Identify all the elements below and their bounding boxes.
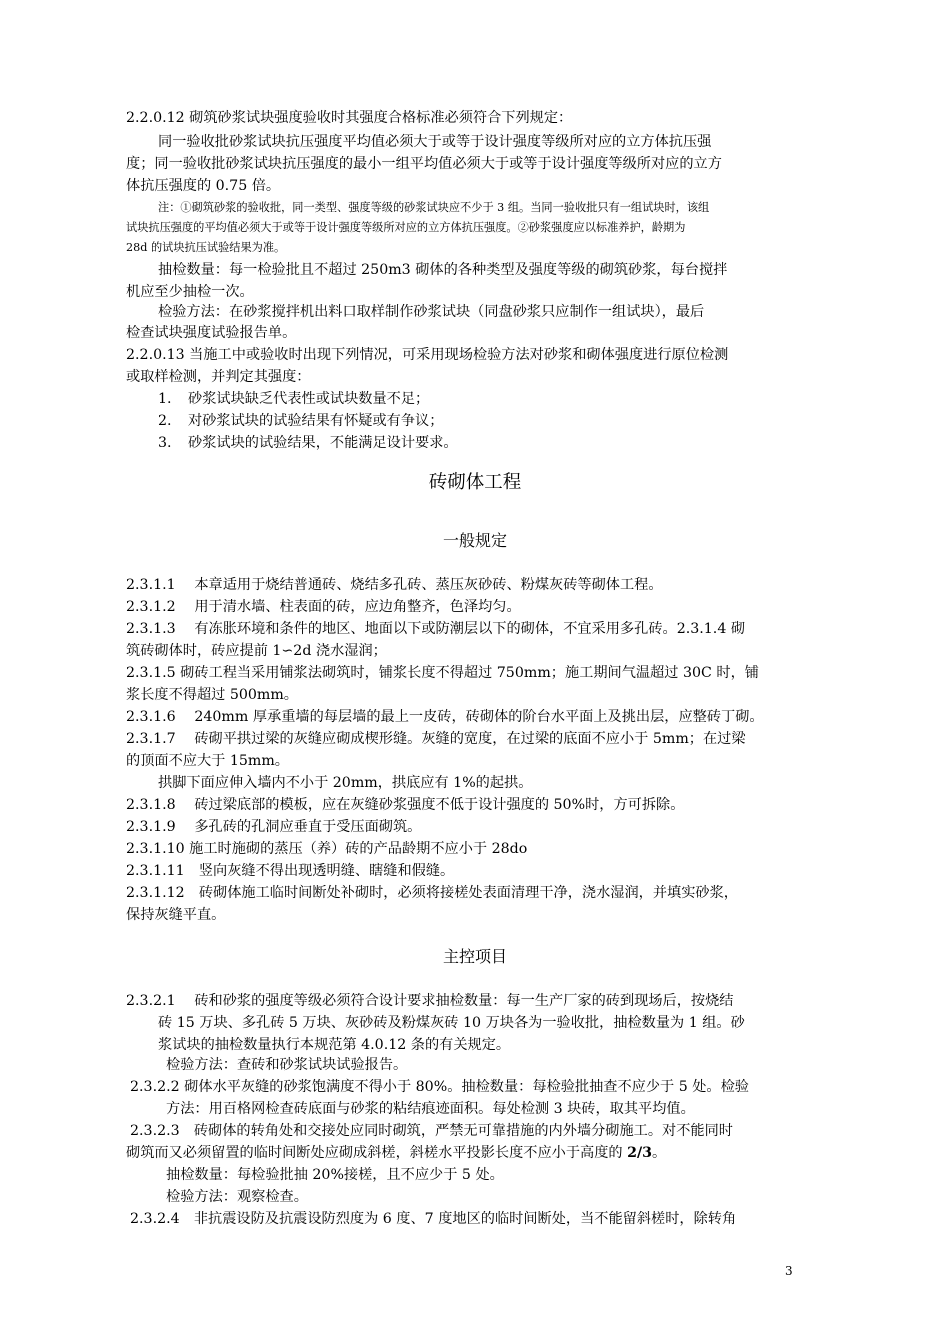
list-text: 砂浆试块的试验结果，不能满足设计要求。: [188, 435, 458, 451]
control-line: 2.3.2.4 非抗震设防及抗震设防烈度为 6 度、7 度地区的临时间断处，当不能留斜槎时，除转角: [130, 1211, 737, 1227]
general-line: 2.3.1.8 砖过梁底部的模板，应在灰缝砂浆强度不低于设计强度的 50%时，方可拆除。: [126, 797, 685, 813]
general-line: 浆长度不得超过 500mm。: [126, 687, 298, 703]
control-line: 2.3.2.1 砖和砂浆的强度等级必须符合设计要求抽检数量：每一生产厂家的砖到现场后，按烧结: [126, 993, 734, 1009]
sampling-line: 机应至少抽检一次。: [126, 284, 254, 300]
general-line: 2.3.1.6 240mm 厚承重墙的每层墙的最上一皮砖，砖砌体的阶台水平面上及挑出层，应整砖丁砌。: [126, 709, 764, 725]
page-number: 3: [785, 1264, 793, 1278]
subsection-heading-general: 一般规定: [442, 531, 507, 550]
note-line: 28d 的试块抗压试验结果为准。: [126, 241, 286, 254]
control-line: 砖 15 万块、多孔砖 5 万块、灰砂砖及粉煤灰砖 10 万块各为一验收批，抽检数量为 1 组。砂: [158, 1015, 745, 1031]
method-line: 检验方法：在砂浆搅拌机出料口取样制作砂浆试块（同盘砂浆只应制作一组试块），最后: [158, 304, 705, 320]
subsection-heading-main-control: 主控项目: [442, 947, 507, 966]
list-number: 1.: [158, 391, 172, 407]
clause-2-2-0-13-cont: 或取样检测，并判定其强度：: [126, 369, 311, 385]
general-line: 2.3.1.9 多孔砖的孔洞应垂直于受压面砌筑。: [126, 819, 422, 835]
list-text: 砂浆试块缺乏代表性或试块数量不足；: [188, 391, 430, 407]
paragraph-line: 度；同一验收批砂浆试块抗压强度的最小一组平均值必须大于或等于设计强度等级所对应的立方: [126, 156, 722, 172]
general-line: 拱脚下面应伸入墙内不小于 20mm，拱底应有 1%的起拱。: [158, 775, 533, 791]
note-line: 注：①砌筑砂浆的验收批，同一类型、强度等级的砂浆试块应不少于 3 组。当同一验收批只有一组试块时，该组: [158, 201, 710, 214]
general-line: 保持灰缝平直。: [126, 907, 226, 923]
note-line: 试块抗压强度的平均值必须大于或等于设计强度等级所对应的立方体抗压强度。②砂浆强度应以标准养护，龄期为: [126, 221, 686, 234]
list-number: 3.: [158, 435, 172, 451]
control-line: 检验方法：观察检查。: [166, 1189, 308, 1205]
control-line: 检验方法：查砖和砂浆试块试验报告。: [166, 1057, 408, 1073]
control-text-bold: 2/3: [627, 1145, 653, 1161]
control-text: 砌筑而又必须留置的临时间断处应砌成斜槎，斜槎水平投影长度不应小于高度的: [126, 1145, 628, 1161]
general-line: 2.3.1.5 砌砖工程当采用铺浆法砌筑时，铺浆长度不得超过 750mm；施工期间气温超过 30C 时，铺: [126, 665, 759, 681]
control-line: [126, 1142, 666, 1164]
clause-2-2-0-12: 2.2.0.12 砌筑砂浆试块强度验收时其强度合格标准必须符合下列规定：: [126, 110, 573, 126]
general-line: 2.3.1.10 施工时施砌的蒸压（养）砖的产品龄期不应小于 28do: [126, 841, 528, 857]
control-line: 2.3.2.2 砌体水平灰缝的砂浆饱满度不得小于 80%。抽检数量：每检验批抽查不应少于 5 处。检验: [130, 1079, 749, 1095]
control-line: 2.3.2.3 砖砌体的转角处和交接处应同时砌筑，严禁无可靠措施的内外墙分砌施工。对不能同时: [130, 1123, 733, 1139]
list-item: [158, 432, 458, 454]
general-line: 筑砖砌体时，砖应提前 1∽2d 浇水湿润；: [126, 643, 387, 659]
control-line: 抽检数量：每检验批抽 20%接槎，且不应少于 5 处。: [166, 1167, 504, 1183]
control-line: 浆试块的抽检数量执行本规范第 4.0.12 条的有关规定。: [158, 1037, 511, 1053]
general-line: 2.3.1.1 本章适用于烧结普通砖、烧结多孔砖、蒸压灰砂砖、粉煤灰砖等砌体工程。: [126, 577, 663, 593]
method-line: 检查试块强度试验报告单。: [126, 325, 297, 341]
general-line: 的顶面不应大于 15mm。: [126, 753, 289, 769]
general-line: 2.3.1.12 砖砌体施工临时间断处补砌时，必须将接槎处表面清理干净，浇水湿润，并填实砂浆，: [126, 885, 738, 901]
general-line: 2.3.1.11 竖向灰缝不得出现透明缝、瞎缝和假缝。: [126, 863, 455, 879]
general-line: 2.3.1.3 有冻胀环境和条件的地区、地面以下或防潮层以下的砌体，不宜采用多孔砖。2.3.1.4 砌: [126, 621, 746, 637]
list-item: [158, 388, 429, 410]
list-number: 2.: [158, 413, 172, 429]
general-line: 2.3.1.2 用于清水墙、柱表面的砖，应边角整齐，色泽均匀。: [126, 599, 521, 615]
control-text: 。: [652, 1145, 667, 1161]
sampling-line: 抽检数量：每一检验批且不超过 250m3 砌体的各种类型及强度等级的砌筑砂浆，每台搅拌: [158, 262, 728, 278]
general-line: 2.3.1.7 砖砌平拱过梁的灰缝应砌成楔形缝。灰缝的宽度，在过梁的底面不应小于 5mm；在过梁: [126, 731, 746, 747]
list-text: 对砂浆试块的试验结果有怀疑或有争议；: [188, 413, 444, 429]
paragraph-line: 体抗压强度的 0.75 倍。: [126, 178, 281, 194]
section-heading: 砖砌体工程: [428, 472, 522, 493]
paragraph-line: 同一验收批砂浆试块抗压强度平均值必须大于或等于设计强度等级所对应的立方体抗压强: [158, 134, 712, 150]
clause-2-2-0-13: 2.2.0.13 当施工中或验收时出现下列情况，可采用现场检验方法对砂浆和砌体强度进行原位检测: [126, 347, 729, 363]
list-item: [158, 410, 443, 432]
control-line: 方法：用百格网检查砖底面与砂浆的粘结痕迹面积。每处检测 3 块砖，取其平均值。: [166, 1101, 695, 1117]
